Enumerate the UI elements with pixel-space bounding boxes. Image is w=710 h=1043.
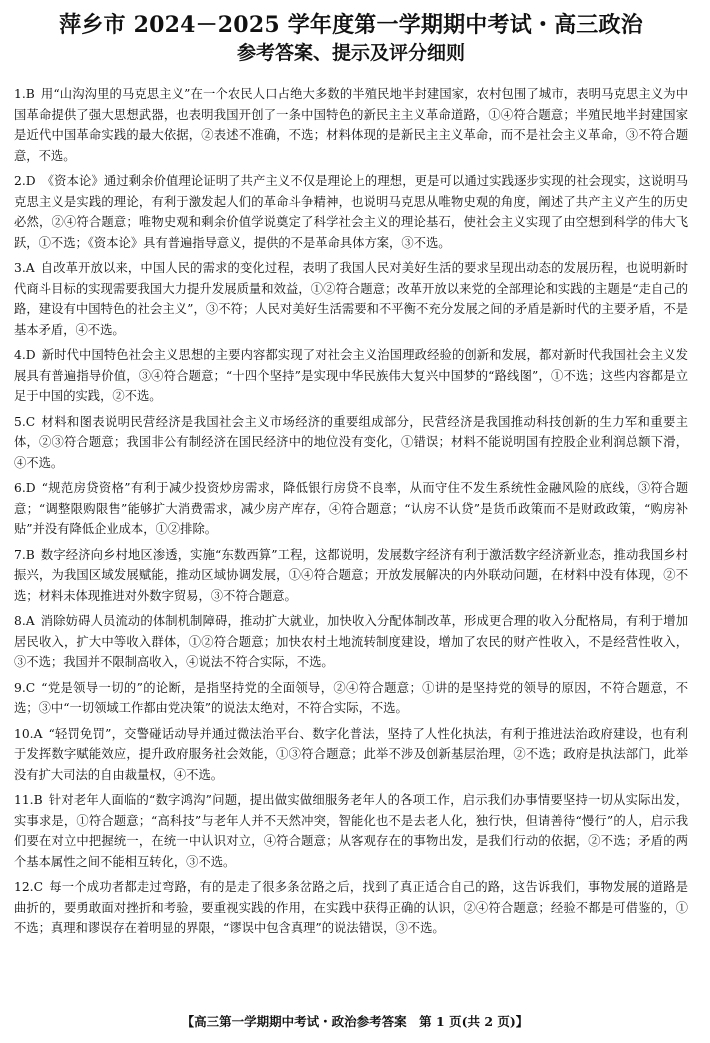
answer-item: 4.D 新时代中国特色社会主义思想的主要内容都实现了对社会主义治国理政经验的创新和发展，都对新时代我国社会主义发展具有普遍指导价值，③④符合题意；“十四个坚持”是实现中华民族伟大复兴中国梦的“路线图”，①不选；这些内容都是立足于中国的实践，②不选。 xyxy=(14,348,688,403)
answer-item: 6.D “规范房贷资格”有利于减少投资炒房需求，降低银行房贷不良率，从而守住不发生系统性金融风险的底线，③符合题意；“调整限购限售”能够扩大消费需求，减少房产库存，④符合题意；“认房不认贷”是货币政策而不是财政政策，“购房补贴”并没有降低企业成本，①②排除。 xyxy=(14,481,688,536)
page-footer: 【高三第一学期期中考试・政治参考答案 第 1 页(共 2 页)】 xyxy=(181,1014,529,1029)
answer-item: 7.B 数字经济向乡村地区渗透，实施“东数西算”工程，这都说明，发展数字经济有利于激活数字经济新业态，推动我国乡村振兴，为我国区域发展赋能，推动区域协调发展，①④符合题意；开放发展解决的内外联动问题，在材料中没有体现，②不选；材料未体现推进对外数字贸易，③不符合题意。 xyxy=(14,547,688,603)
answer-item: 2.D 《资本论》通过剩余价值理论证明了共产主义不仅是理论上的理想，更是可以通过实践逐步实现的社会现实，这说明马克思主义是实践的理论，有利于激发起人们的革命斗争精神，也说明马克思从唯物史观的角度，阐述了共产主义产生的历史必然，②④符合题意；唯物史观和剩余价值学说奠定了科学社会主义的理论基石，使社会主义实现了由空想到科学的伟大飞跃，①不选；《资本论》具有普遍指导意义，提供的不是革命具体方案，③不选。 xyxy=(14,174,688,250)
page-title: 萍乡市 2024－2025 学年度第一学期期中考试・高三政治 xyxy=(59,12,643,38)
answer-item: 10.A “轻罚免罚”，交警碰话动导并通过微法治平台、数字化普法，坚持了人性化执法，有利于推进法治政府建设，也有利于发挥数字赋能效应，提升政府服务社会效能，①③符合题意；此举不涉及创新基层治理，②不选；政府是执法部门，此举没有扩大司法的自由裁量权，④不选。 xyxy=(14,726,688,782)
answer-item: 1.B 用“山沟沟里的马克思主义”在一个农民人口占绝大多数的半殖民地半封建国家，农村包围了城市，表明马克思主义为中国革命提供了强大思想武器，也表明我国开创了一条中国特色的新民主主义革命道路，①④符合题意；半殖民地半封建国家是近代中国革命实践的最大依据，②表述不准确，不选；材料体现的是新民主主义革命，而不是社会主义革命，③不符合题意，不选。 xyxy=(14,87,688,163)
page-subtitle: 参考答案、提示及评分细则 xyxy=(236,42,465,64)
answer-item: 5.C 材料和图表说明民营经济是我国社会主义市场经济的重要组成部分，民营经济是我国推动科技创新的生力军和重要主体，②③符合题意；我国非公有制经济在国民经济中的地位没有变化，①错误；材料不能说明国有控股企业利润总额下滑，④不选。 xyxy=(14,414,688,470)
answer-item: 3.A 自改革开放以来，中国人民的需求的变化过程，表明了我国人民对美好生活的要求呈现出动态的发展历程，也说明新时代商斗目标的实现需要我国大力提升发展质量和效益，①②符合题意；改革开放以来党的全部理论和实践的主题是“走自己的路，建设有中国特色的社会主义”，③不符；人民对美好生活需要和不平衡不充分发展之间的矛盾是新时代的主要矛盾，不是基本矛盾，④不选。 xyxy=(14,261,688,337)
answer-item: 12.C 每一个成功者都走过弯路，有的是走了很多条岔路之后，找到了真正适合自己的路，这告诉我们，事物发展的道路是曲折的，要勇敢面对挫折和考验，要重视实践的作用，在实践中获得正确的认识，②④符合题意；经验不都是可借鉴的，①不选；真理和谬误存在着明显的界限，“谬误中包含真理”的说法错误，③不选。 xyxy=(14,880,688,935)
answer-item: 8.A 消除妨碍人员流动的体制机制障碍，推动扩大就业，加快收入分配体制改革，形成更合理的收入分配格局，有利于增加居民收入，扩大中等收入群体，①②符合题意；加快农村土地流转制度建设，增加了农民的财产性收入，不是经营性收入，③不选；我国并不限制高收入，④说法不符合实际，不选。 xyxy=(14,614,688,669)
answer-item: 9.C “党是领导一切的”的论断，是指坚持党的全面领导，②④符合题意；①讲的是坚持党的领导的原因，不符合题意，不选；③中“一切领域工作都由党决策”的说法太绝对，不符合实际，不选。 xyxy=(14,680,688,715)
answer-item: 11.B 针对老年人面临的“数字鸿沟”问题，提出做实做细服务老年人的各项工作，启示我们办事情要坚持一切从实际出发，实事求是，①符合题意；“高科技”与老年人并不天然冲突，智能化也不是去老人化，独行快，但请善待“慢行”的人，启示我们要在对立中把握统一，在统一中认识对立，④符合题意；从客观存在的事物出发，是我们行动的依据，②不选；矛盾的两个基本属性之间不能相互转化，③不选。 xyxy=(14,793,688,869)
answer-list xyxy=(14,84,688,939)
